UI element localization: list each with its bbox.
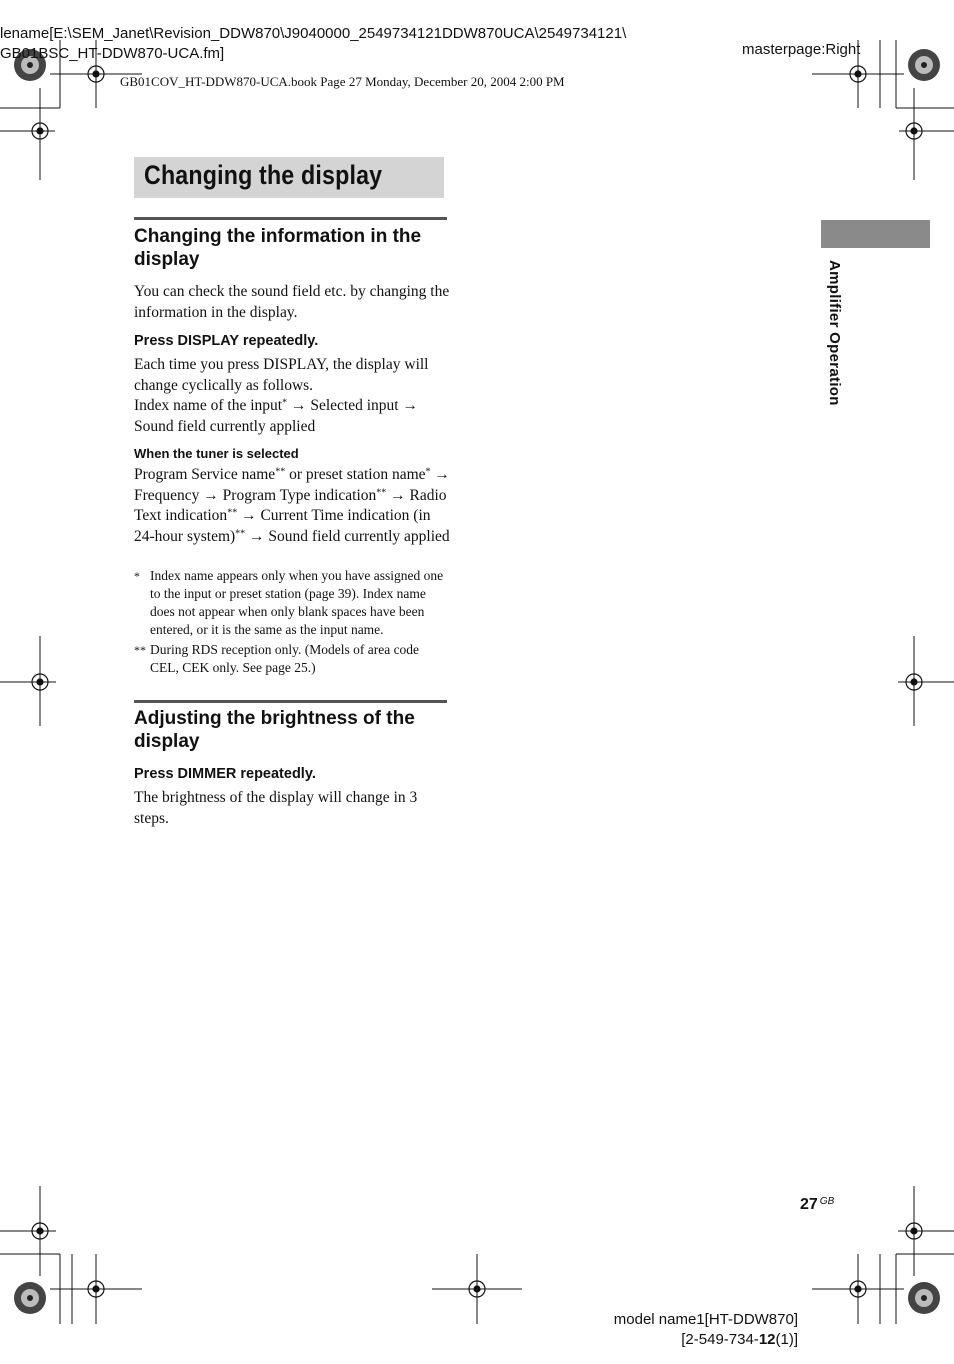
brightness-text: The brightness of the display will change in 3 steps. xyxy=(134,789,418,827)
filename-line-2: GB01BSC_HT-DDW870-UCA.fm] xyxy=(0,45,225,62)
seq-selected-input: Selected input xyxy=(310,397,399,414)
page-number xyxy=(800,1196,834,1214)
cycle-sequence xyxy=(134,396,452,437)
arrow-icon: → xyxy=(249,527,265,545)
footnotes xyxy=(134,567,450,679)
footnote-mark-double: ** xyxy=(376,487,387,498)
filename-line-1: lename[E:\SEM_Janet\Revision_DDW870\J9040000_2549734121DDW870UCA\2549734121\ xyxy=(0,25,627,42)
footnote-1-mark: * xyxy=(134,569,140,583)
section-title-box xyxy=(134,157,444,198)
section1-intro xyxy=(134,282,452,323)
tuner-program-type: Program Type indication xyxy=(222,486,377,504)
intro-text: You can check the sound field etc. by changing the information in the display. xyxy=(134,283,450,321)
model-info xyxy=(614,1310,798,1350)
section2-heading: Adjusting the brightness of the display xyxy=(134,708,415,752)
heading-rule-2 xyxy=(134,700,447,703)
heading-rule-1 xyxy=(134,217,447,220)
side-tab-label: Amplifier Operation xyxy=(826,260,843,406)
footnote-mark-single: * xyxy=(425,466,431,478)
tuner-program-service: Program Service name xyxy=(134,466,276,483)
footnote-mark-double: ** xyxy=(227,507,238,519)
tuner-sound-field: Sound field currently applied xyxy=(268,527,450,545)
footnote-mark-double: ** xyxy=(275,466,286,478)
tuner-radio-text: Radio Text indication xyxy=(134,486,447,524)
masterpage-label: masterpage:Right xyxy=(742,41,861,58)
tuner-sequence xyxy=(134,465,452,547)
tuner-subheading: When the tuner is selected xyxy=(134,446,299,461)
footnote-2-text: During RDS reception only. (Models of area code CEL, CEK only. See page 25.) xyxy=(150,642,420,675)
model-suffix: (1)] xyxy=(775,1331,798,1348)
arrow-icon: → xyxy=(434,466,450,483)
section1-heading: Changing the information in the display xyxy=(134,226,422,270)
footnote-2 xyxy=(134,641,450,677)
page-number-value: 27 xyxy=(800,1196,818,1213)
cycle-text: Each time you press DISPLAY, the display will change cyclically as follows. xyxy=(134,356,429,394)
section-title: Changing the display xyxy=(144,160,383,190)
footnote-mark-single: * xyxy=(282,397,288,409)
model-prefix: [2-549-734- xyxy=(681,1331,759,1348)
arrow-icon: → xyxy=(402,397,418,414)
arrow-icon: → xyxy=(390,486,406,504)
filename-info xyxy=(0,24,626,64)
arrow-icon: → xyxy=(241,507,257,524)
model-line-2 xyxy=(614,1330,798,1350)
model-line-1: model name1[HT-DDW870] xyxy=(613,1311,798,1328)
page-number-suffix: GB xyxy=(819,1196,835,1207)
model-bold: 12 xyxy=(758,1331,776,1348)
footnote-mark-double: ** xyxy=(235,528,246,539)
seq-index-name: Index name of the input xyxy=(134,397,283,414)
footnote-1-text: Index name appears only when you have assigned one to the input or preset station (page 39). Index name does not appear when only blank spaces have been entered, or it is the same as the input name. xyxy=(150,568,444,637)
footnote-1 xyxy=(134,567,450,639)
book-info: GB01COV_HT-DDW870-UCA.book Page 27 Monday, December 20, 2004 2:00 PM xyxy=(120,74,565,89)
arrow-icon: → xyxy=(203,486,219,504)
section2-body xyxy=(134,788,452,829)
section2-step: Press DIMMER repeatedly. xyxy=(134,766,316,782)
tuner-current-time: Current Time indication (in 24-hour system) xyxy=(134,507,431,545)
section1-step: Press DISPLAY repeatedly. xyxy=(134,333,319,349)
footnote-2-mark: ** xyxy=(134,643,146,657)
tuner-frequency: Frequency xyxy=(134,486,200,504)
tuner-or-preset: or preset station name xyxy=(289,466,426,483)
seq-sound-field: Sound field currently applied xyxy=(134,417,316,435)
arrow-icon: → xyxy=(290,397,307,414)
display-cycle xyxy=(134,355,452,437)
side-tab-bar xyxy=(821,220,930,248)
